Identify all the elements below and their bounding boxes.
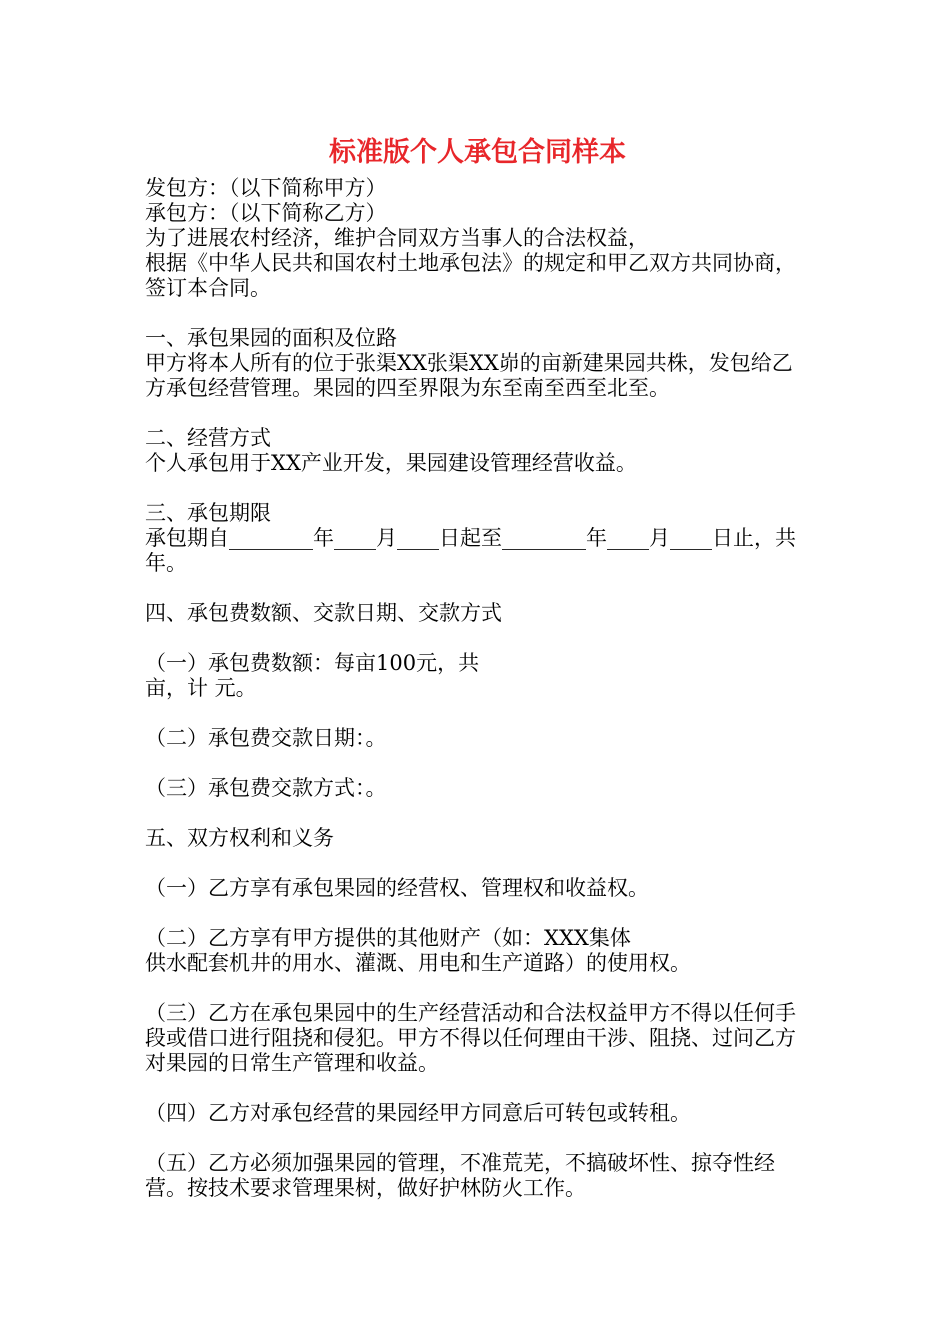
text-line: 根据《中华人民共和国农村土地承包法》的规定和甲乙双方共同协商，签订本合同。 [145,251,796,300]
section-heading: 二、经营方式 [145,426,271,450]
blank-line [145,1076,810,1101]
blank-line [145,851,810,876]
blank-line [145,751,810,776]
section-heading: 五、双方权利和义务 [145,826,334,850]
text-line: 承包方：（以下简称乙方） [145,201,387,225]
text-line: 承包期自________年____月____日起至________年____月____日止，共年。 [145,526,796,575]
section-heading: 三、承包期限 [145,501,271,525]
blank-line [145,576,810,601]
blank-line [145,626,810,651]
text-line: （一）乙方享有承包果园的经营权、管理权和收益权。 [145,876,649,900]
document-title: 标准版个人承包合同样本 [329,137,626,168]
blank-line [145,801,810,826]
text-line: 发包方：（以下简称甲方） [145,176,387,200]
blank-line [145,901,810,926]
text-line: （三）承包费交款方式：。 [145,776,387,800]
text-line: （五）乙方必须加强果园的管理，不准荒芜，不搞破坏性、掠夺性经营。按技术要求管理果树，做好护林防火工作。 [145,1151,775,1200]
document-page [145,128,810,1201]
text-line: （三）乙方在承包果园中的生产经营活动和合法权益甲方不得以任何手段或借口进行阻挠和侵犯。甲方不得以任何理由干涉、阻挠、过问乙方对果园的日常生产管理和收益。 [145,1001,796,1075]
text-line: 供水配套机井的用水、灌溉、用电和生产道路）的使用权。 [145,951,691,975]
blank-line [145,401,810,426]
text-line: （一）承包费数额：每亩100元，共 [145,651,480,675]
section-heading: 四、承包费数额、交款日期、交款方式 [145,601,502,625]
document-body [145,176,810,1201]
text-line: 为了进展农村经济，维护合同双方当事人的合法权益， [145,226,649,250]
blank-line [145,976,810,1001]
text-line: 个人承包用于XX产业开发，果园建设管理经营收益。 [145,451,637,475]
blank-line [145,701,810,726]
section-heading: 一、承包果园的面积及位路 [145,326,397,350]
text-line: （二）乙方享有甲方提供的其他财产（如：XXX集体 [145,926,631,950]
text-line: 亩，计 元。 [145,676,257,700]
text-line: 甲方将本人所有的位于张渠XX张渠XX峁的亩新建果园共株，发包给乙方承包经营管理。果园的四至界限为东至南至西至北至。 [145,351,793,400]
text-line: （二）承包费交款日期：。 [145,726,387,750]
blank-line [145,476,810,501]
text-line: （四）乙方对承包经营的果园经甲方同意后可转包或转租。 [145,1101,691,1125]
blank-line [145,1126,810,1151]
blank-line [145,301,810,326]
